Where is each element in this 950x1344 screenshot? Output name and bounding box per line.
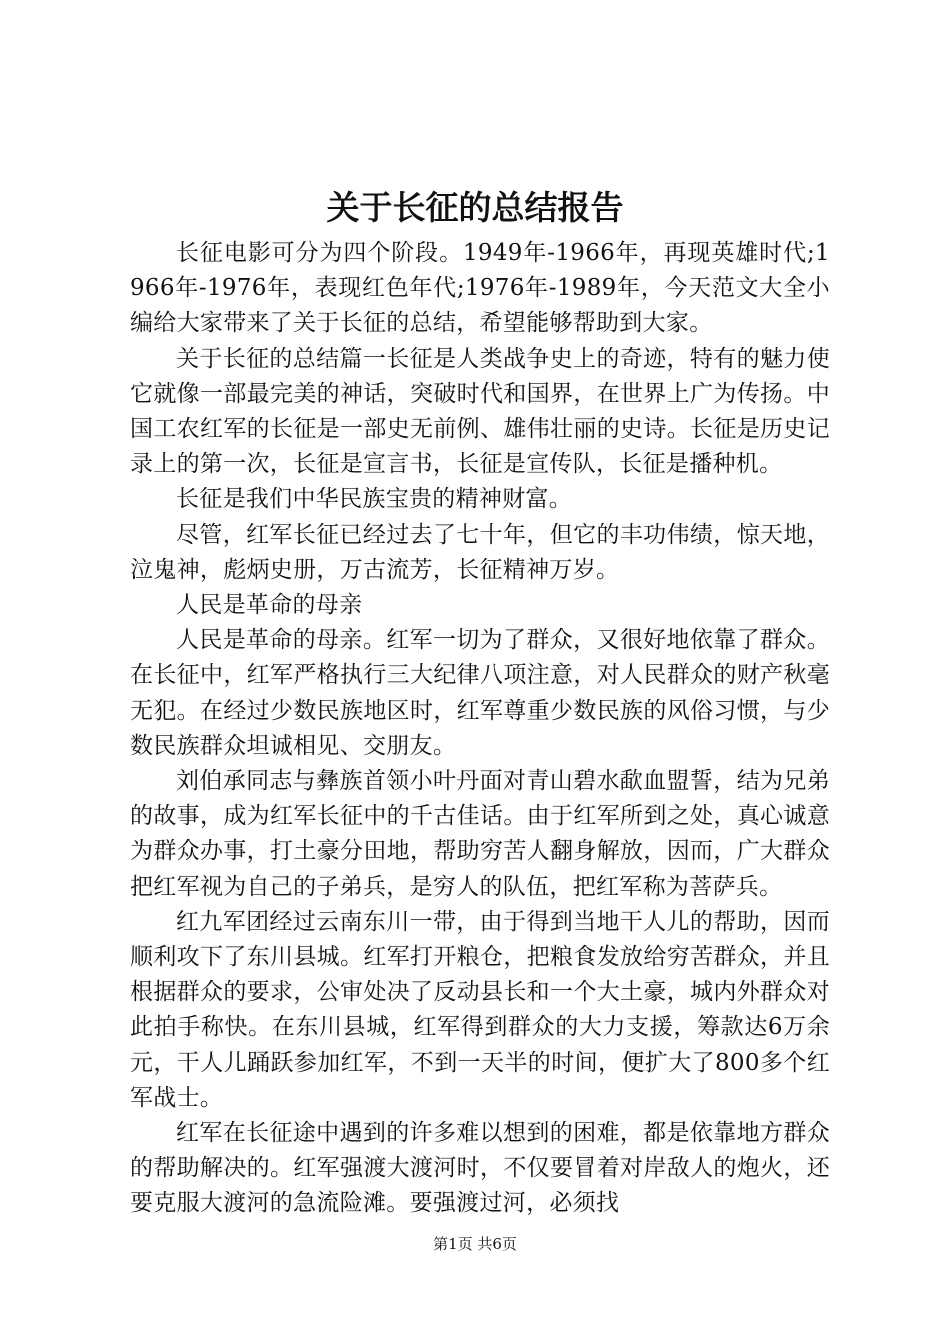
paragraph: 关于长征的总结篇一长征是人类战争史上的奇迹，特有的魅力使它就像一部最完美的神话，突破时代和国界，在世界上广为传扬。中国工农红军的长征是一部史无前例、雄伟壮丽的史诗。长征是历史记录上的第一次，长征是宣言书，长征是宣传队，长征是播种机。 [130, 345, 830, 478]
paragraph: 尽管，红军长征已经过去了七十年，但它的丰功伟绩，惊天地，泣鬼神，彪炳史册，万古流芳，长征精神万岁。 [130, 521, 830, 583]
paragraph: 长征电影可分为四个阶段。1949年-1966年，再现英雄时代;1966年-1976年，表现红色年代;1976年-1989年，今天范文大全小编给大家带来了关于长征的总结，希望能够帮助到大家。 [130, 240, 830, 337]
document-title: 关于长征的总结报告 [326, 188, 624, 227]
paragraph: 刘伯承同志与彝族首领小叶丹面对青山碧水歃血盟誓，结为兄弟的故事，成为红军长征中的千古佳话。由于红军所到之处，真心诚意为群众办事，打土豪分田地，帮助穷苦人翻身解放，因而，广大群众把红军视为自己的子弟兵，是穷人的队伍，把红军称为菩萨兵。 [130, 768, 830, 900]
page-number-footer: 第1页 共6页 [433, 1235, 517, 1253]
paragraph: 长征是我们中华民族宝贵的精神财富。 [176, 486, 573, 513]
paragraph: 人民是革命的母亲。红军一切为了群众，又很好地依靠了群众。在长征中，红军严格执行三大纪律八项注意，对人民群众的财产秋毫无犯。在经过少数民族地区时，红军尊重少数民族的风俗习惯，与少数民族群众坦诚相见、交朋友。 [130, 627, 830, 759]
document-body [130, 236, 830, 1222]
section-heading: 人民是革命的母亲 [176, 592, 363, 619]
paragraph: 红九军团经过云南东川一带，由于得到当地干人儿的帮助，因而顺利攻下了东川县城。红军打开粮仓，把粮食发放给穷苦群众，并且根据群众的要求，公审处决了反动县长和一个大土豪，城内外群众对此拍手称快。在东川县城，红军得到群众的大力支援，筹款达6万余元，干人儿踊跃参加红军，不到一天半的时间，便扩大了800多个红军战士。 [130, 908, 830, 1111]
paragraph: 红军在长征途中遇到的许多难以想到的困难，都是依靠地方群众的帮助解决的。红军强渡大渡河时，不仅要冒着对岸敌人的炮火，还要克服大渡河的急流险滩。要强渡过河，必须找 [130, 1120, 830, 1217]
